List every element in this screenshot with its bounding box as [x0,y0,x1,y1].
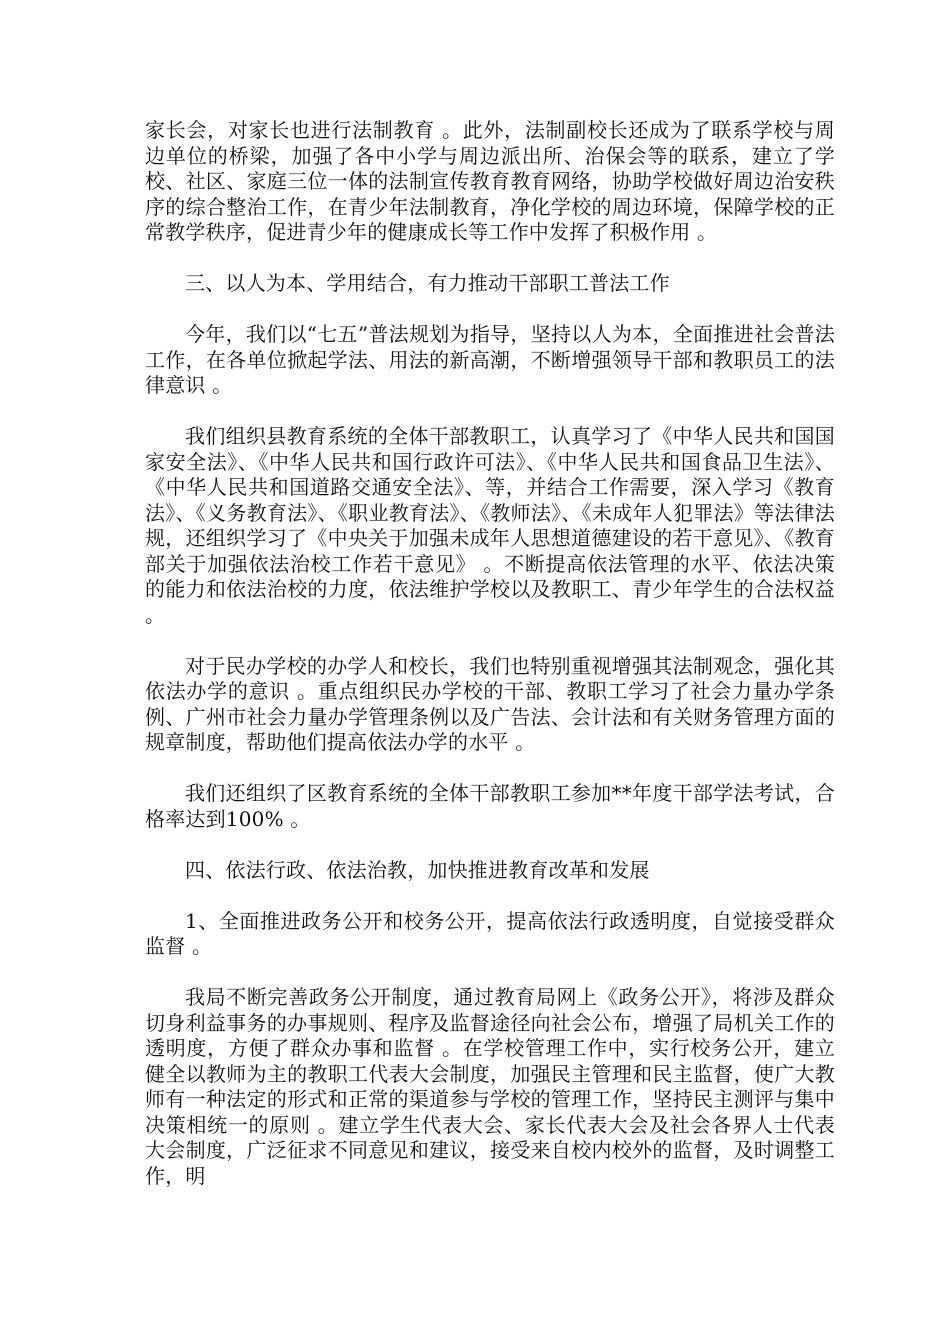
section-heading-4: 四、依法行政、依法治教，加快推进教育改革和发展 [185,857,650,882]
paragraph-transparency: 我局不断完善政务公开制度，通过教育局网上《政务公开》，将涉及群众切身利益事务的办事规则、程序及监督途径向社会公布，增强了局机关工作的透明度，方便了群众办事和监督 。在学校管理工作中，实行校务公开，建立健全以教师为主的教职工代表大会制度，加强民主管理和民主监督，使广大教师有一种法定的形式和正常的渠道参与学校的管理工作，坚持民主测评与集中决策相统一的原则 。建立学生代表大会、家长代表大会及社会各界人士代表大会制度，广泛征求不同意见和建议，接受来自校内校外的监督，及时调整工作，明 [145,985,835,1188]
paragraph-exam: 我们还组织了区教育系统的全体干部教职工参加**年度干部学法考试，合格率达到100% 。 [145,781,835,831]
paragraph-continuation: 家长会，对家长也进行法制教育 。此外，法制副校长还成为了联系学校与周边单位的桥梁，加强了各中小学与周边派出所、治保会等的联系，建立了学校、社区、家庭三位一体的法制宣传教育教育网络，协助学校做好周边治安秩序的综合整治工作，在青少年法制教育，净化学校的周边环境，保障学校的正常教学秩序，促进青少年的健康成长等工作中发挥了积极作用 。 [145,118,835,244]
paragraph-qiwu-plan: 今年，我们以“七五”普法规划为指导，坚持以人为本，全面推进社会普法工作，在各单位掀起学法、用法的新高潮，不断增强领导干部和教职员工的法律意识 。 [145,322,835,397]
paragraph-private-schools: 对于民办学校的办学人和校长，我们也特别重视增强其法制观念，强化其依法办学的意识 。重点组织民办学校的干部、教职工学习了社会力量办学条例、广州市社会力量办学管理条例以及广告法、会计法和有关财务管理方面的规章制度，帮助他们提高依法办学的水平 。 [145,653,835,754]
section-heading-3: 三、以人为本、学用结合，有力推动干部职工普法工作 [185,271,670,295]
subsection-heading-1: 1、全面推进政务公开和校务公开，提高依法行政透明度，自觉接受群众监督 。 [145,908,835,958]
document-body [145,118,835,1215]
paragraph-law-study: 我们组织县教育系统的全体干部教职工，认真学习了《中华人民共和国国家安全法》、《中华人民共和国行政许可法》、《中华人民共和国食品卫生法》、《中华人民共和国道路交通安全法》、等，并结合工作需要，深入学习《教育法》、《义务教育法》、《职业教育法》、《教师法》、《未成年人犯罪法》等法律法规，还组织学习了《中央关于加强未成年人思想道德建设的若干意见》、《教育部关于加强依法治校工作若干意见》 。不断提高依法管理的水平、依法决策的能力和依法治校的力度，依法维护学校以及教职工、青少年学生的合法权益 。 [145,424,835,627]
